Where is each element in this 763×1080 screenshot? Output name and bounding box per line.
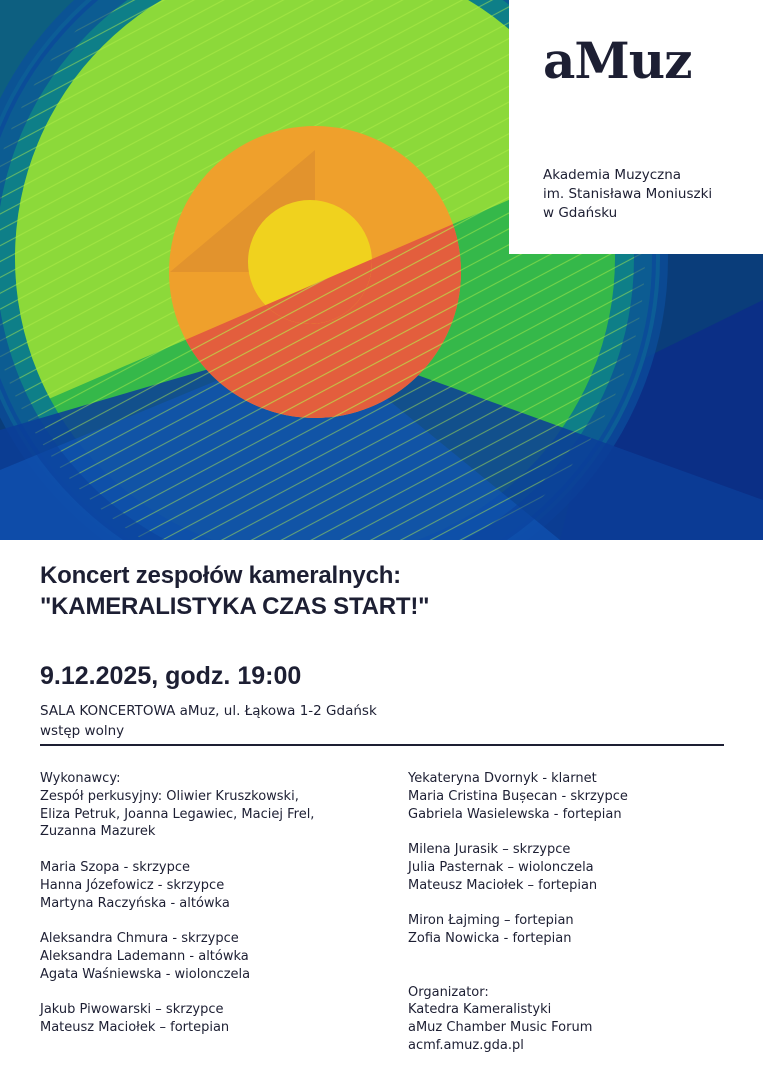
performer-line: Milena Jurasik – skrzypce — [408, 842, 571, 858]
academy-name — [543, 166, 712, 223]
academy-line: im. Stanisława Moniuszki — [543, 186, 713, 202]
performers-heading: Wykonawcy: — [40, 771, 121, 786]
performer-line: Yekateryna Dvornyk - klarnet — [408, 771, 597, 786]
title-line: "KAMERALISTYKA CZAS START!" — [40, 593, 430, 620]
performer-line: Jakub Piwowarski – skrzypce — [40, 1002, 224, 1018]
performer-line: Aleksandra Lademann - altówka — [40, 948, 249, 964]
performer-line: Eliza Petruk, Joanna Legawiec, Maciej Frel, — [40, 806, 315, 822]
performer-line: Zuzanna Mazurek — [40, 824, 156, 840]
performer-line: Mateusz Maciołek – fortepian — [408, 877, 598, 893]
venue-address: SALA KONCERTOWA aMuz, ul. Łąkowa 1-2 Gdańsk — [40, 703, 377, 719]
title-line: Koncert zespołów kameralnych: — [40, 562, 401, 589]
performers-right-column — [408, 770, 724, 1055]
performer-line: Julia Pasternak – wiolonczela — [408, 859, 594, 875]
performer-line: Mateusz Maciołek – fortepian — [40, 1020, 230, 1036]
organizer-website-link[interactable]: acmf.amuz.gda.pl — [408, 1037, 524, 1053]
event-date: 9.12.2025, godz. 19:00 — [40, 662, 302, 690]
performer-line: Zespół perkusyjny: Oliwier Kruszkowski, — [40, 788, 299, 804]
event-title — [40, 560, 429, 622]
divider — [40, 744, 724, 746]
performer-line: Maria Szopa - skrzypce — [40, 859, 191, 875]
amuz-logo: aMuz — [543, 31, 692, 90]
performer-line: Agata Waśniewska - wiolonczela — [40, 966, 251, 982]
performer-line: Gabriela Wasielewska - fortepian — [408, 806, 622, 822]
academy-line: w Gdańsku — [543, 205, 618, 221]
logo-panel — [509, 0, 763, 254]
performer-line: Martyna Raczyńska - altówka — [40, 895, 230, 911]
performer-line: Maria Cristina Bușecan - skrzypce — [408, 788, 628, 804]
performers-left-column — [40, 770, 380, 1037]
organizer-line: aMuz Chamber Music Forum — [408, 1020, 593, 1036]
performer-line: Aleksandra Chmura - skrzypce — [40, 931, 239, 947]
performer-line: Miron Łajming – fortepian — [408, 913, 574, 929]
academy-line: Akademia Muzyczna — [543, 167, 682, 183]
performer-line: Hanna Józefowicz - skrzypce — [40, 877, 225, 893]
organizer-heading: Organizator: — [408, 984, 489, 1000]
performer-line: Zofia Nowicka - fortepian — [408, 931, 572, 947]
organizer-line: Katedra Kameralistyki — [408, 1002, 552, 1018]
event-venue — [40, 701, 377, 741]
admission-note: wstęp wolny — [40, 723, 125, 739]
